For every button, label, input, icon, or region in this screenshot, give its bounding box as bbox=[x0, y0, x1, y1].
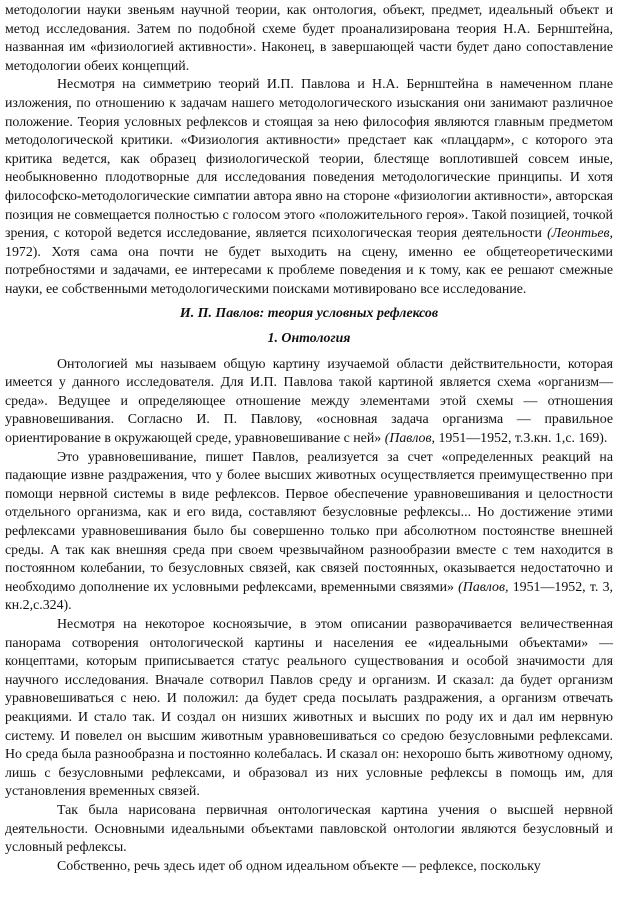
text-run: Несмотря на некоторое косноязычие, в этом описании разворачивается величественная панорама сотворения онтологической картины и населения ее «идеальными объектами» — концептами, которым приписывается статус реального существования и особой значимости для научного исследования. Вначале сотворил Павлов среду и организм. И сказал: да будет организм уравновешиваться с нею. И положил: да будет среда посылать раздражения, а организм отвечать реакциями. И стало так. И создал он низших животных и высших по роду их и дал им нервную систему. И повелел он высшим животным уравновешиваться со средою безусловными рефлексами. Но среда была разнообразна и постоянно колебалась. И сказал он: нехорошо быть животному одному, лишь с безусловными рефлексами, и образовал из них условные рефлексы в помощь им, для установления временных связей. bbox=[5, 617, 613, 800]
paragraph bbox=[5, 802, 613, 858]
paragraph bbox=[5, 356, 613, 449]
citation-author: (Леонтьев, bbox=[547, 226, 613, 242]
text-run: 1951—1952, т.3.кн. 1,с. 169). bbox=[435, 431, 608, 447]
text-run: Несмотря на симметрию теорий И.П. Павлова и Н.А. Бернштейна в намеченном плане изложения, по отношению к задачам нашего методологического изыскания они занимают различное положение. Теория условных рефлексов и стоящая за нею философия являются главным предметом методологической критики. «Физиология активности» предстает как «плацдарм», с которого эта критика ведется, как образец физиологической теории, блестяще воплотившей совсем иные, необыкновенно плодотворные для исследования поведения методологические принципы. И хотя философско-методологические симпатии автора явно на стороне «физиологии активности», авторская позиция не совмещается полностью с голосом этого «положительного героя». Такой позицией, точкой зрения, с которой ведется исследование, является психологическая теория деятельности bbox=[5, 77, 613, 242]
paragraph bbox=[5, 449, 613, 616]
text-run: 1972). Хотя сама она почти не будет выходить на сцену, именно ее общетеоретическими потребностями и задачами, ее интересами к проблеме поведения и к тому, как ее решают смежные науки, ее собственными методологическими поисками мотивировано все исследование. bbox=[5, 244, 613, 297]
paragraph bbox=[5, 76, 613, 299]
main-paragraphs bbox=[5, 356, 613, 877]
subsection-heading: 1. Онтология bbox=[267, 331, 351, 347]
text-run: 1951—1952, т. 3, кн.2,с.324). bbox=[5, 579, 613, 614]
text-run: Онтологией мы называем общую картину изучаемой области действительности, которая имеется у данного исследователя. Для И.П. Павлова такой картиной является схема «организм—среда». Ведущее и определяющее отношение между элементами этой схемы — отношения уравновешивания. Согласно И. П. Павлову, «основная задача организма — правильное ориентирование в окружающей среде, уравновешивание с ней» bbox=[5, 356, 613, 447]
text-run: Так была нарисована первичная онтологическая картина учения о высшей нервной деятельности. Основными идеальными объектами павловской онтологии являются безусловный и условный рефлексы. bbox=[5, 802, 613, 856]
paragraph-continuation bbox=[5, 2, 613, 76]
section-heading: И. П. Павлов: теория условных рефлексов bbox=[179, 305, 439, 321]
citation-author: (Павлов, bbox=[384, 431, 436, 447]
text-run: Собственно, речь здесь идет об одном идеальном объекте — рефлексе, поскольку bbox=[57, 858, 541, 874]
text-run: Это уравновешивание, пишет Павлов, реализуется за счет «определенных реакций на падающие извне раздражения, что у более высших животных осуществляется преимущественно при помощи нервной системы в виде рефлексов. Первое обеспечение уравновешивания и целостности отдельного организма, как и его вида, составляют безусловные рефлексы... Но достижение этими рефлексами уравновешивания было бы совершенно только при абсолютном постоянстве внешней среды. А так как внешняя среда при своем чрезвычайном разнообразии вместе с тем находится в постоянном колебании, то безусловных связей, как связей постоянных, оказывается недостаточно и необходимо дополнение их условными рефлексами, временными связями» bbox=[5, 449, 613, 595]
intro-paragraphs bbox=[5, 2, 613, 300]
text-run: методологии науки звеньям научной теории, как онтология, объект, предмет, идеальный объект и метод исследования. Затем по подобной схеме будет проанализирована теория Н.А. Бернштейна, названная им «физиологией активности». Наконец, в завершающей части будет дано сопоставление методологии обеих концепций. bbox=[5, 3, 613, 74]
paragraph bbox=[5, 616, 613, 802]
citation-author: (Павлов, bbox=[458, 579, 509, 595]
paragraph bbox=[5, 858, 613, 877]
